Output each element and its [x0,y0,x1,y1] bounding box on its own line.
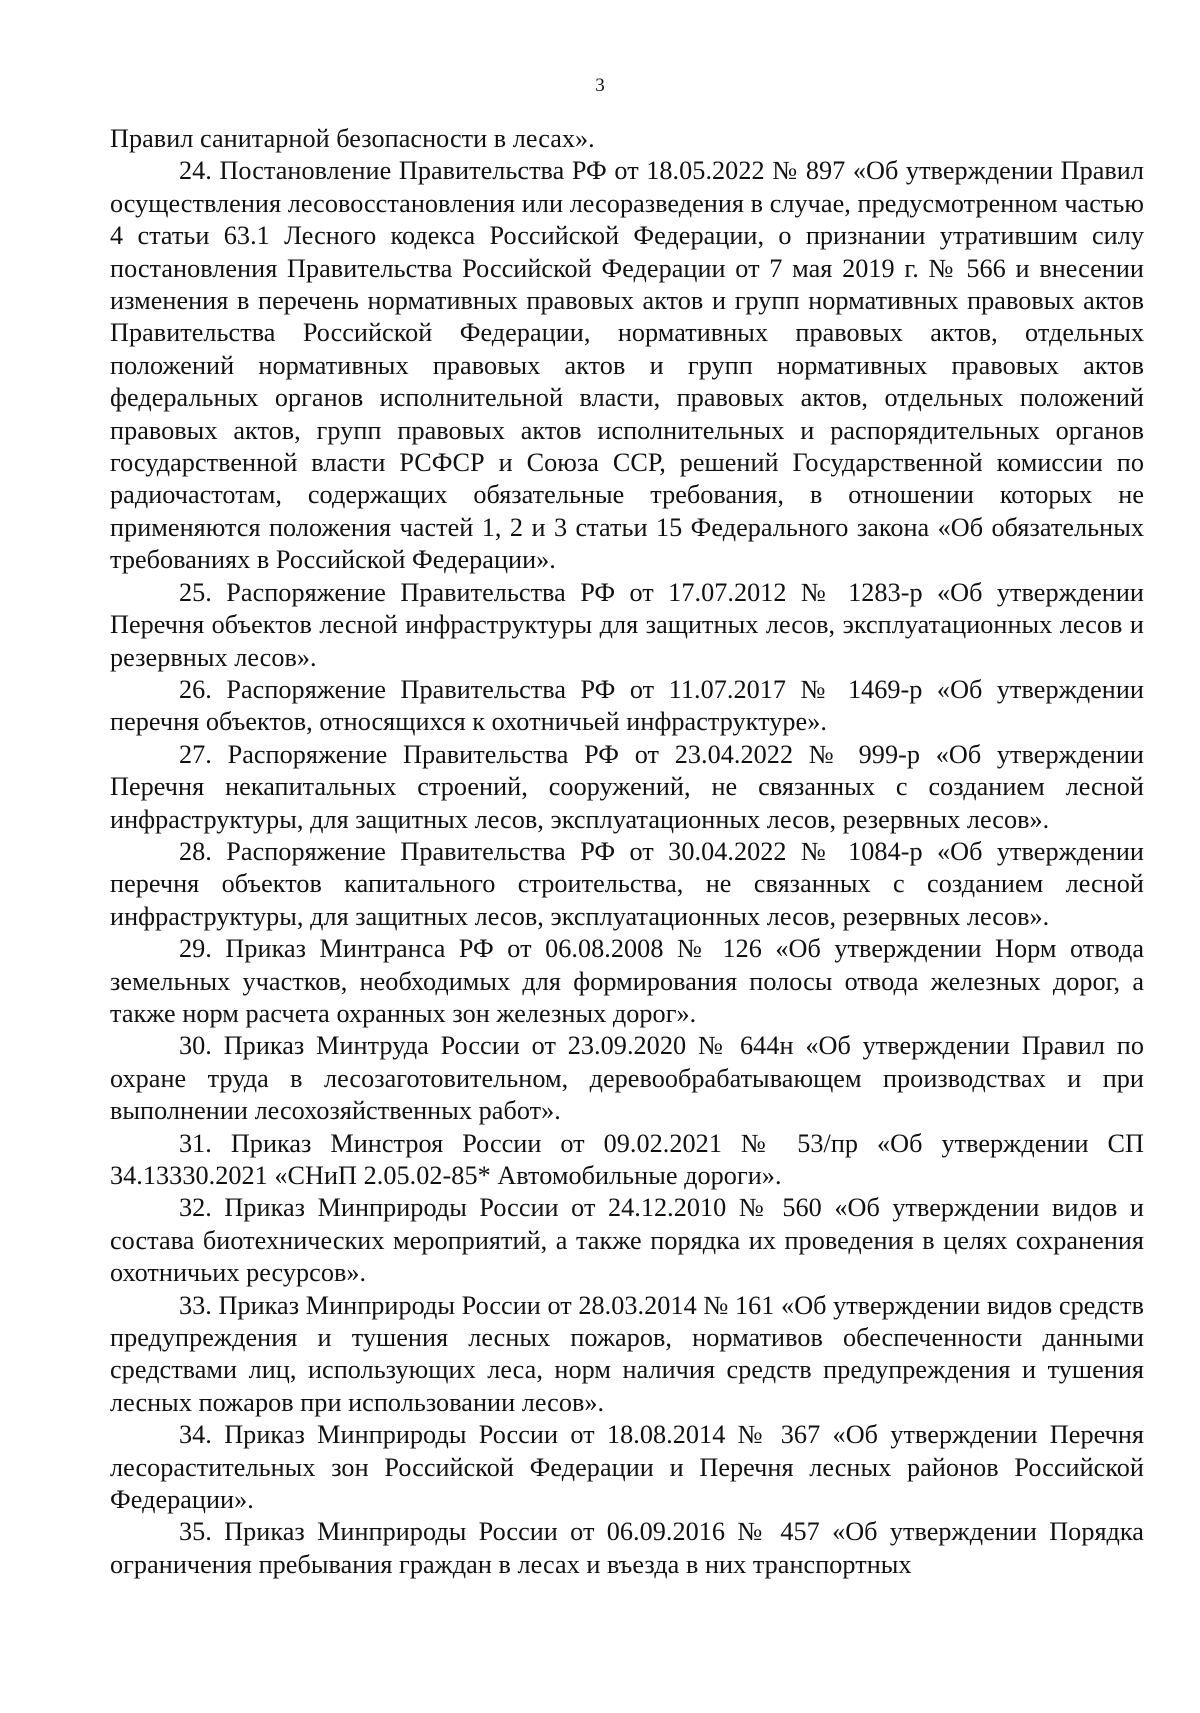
list-item-35: 35. Приказ Минприроды России от 06.09.2016 № 457 «Об утверждении Порядка ограничения пребывания граждан в лесах и въезда в них транспортных [110,1517,1144,1579]
list-item-26: 26. Распоряжение Правительства РФ от 11.07.2017 № 1469-р «Об утверждении перечня объектов, относящихся к охотничьей инфраструктуре». [110,674,1144,737]
list-item-29: 29. Приказ Минтранса РФ от 06.08.2008 № 126 «Об утверждении Норм отвода земельных участков, необходимых для формирования полосы отвода железных дорог, а также норм расчета охранных зон железных дорог». [110,934,1144,1028]
list-item-31: 31. Приказ Минстроя России от 09.02.2021 № 53/пр «Об утверждении СП 34.13330.2021 «СНиП 2.05.02-85* Автомобильные дороги». [110,1128,1144,1190]
list-item-32: 32. Приказ Минприроды России от 24.12.2010 № 560 «Об утверждении видов и состава биотехнических мероприятий, а также порядка их проведения в целях сохранения охотничьих ресурсов». [110,1193,1144,1288]
list-item-24: 24. Постановление Правительства РФ от 18.05.2022 № 897 «Об утверждении Правил осуществления лесовосстановления или лесоразведения в случае, предусмотренном частью 4 статьи 63.1 Лесного кодекса Российской Федерации, о признании утратившим силу постановления Правительства Российской Федерации от 7 мая 2019 г. № 566 и внесении изменения в перечень нормативных правовых актов и групп нормативных правовых актов Правительства Российской Федерации, нормативных правовых актов, отдельных положений нормативных правовых актов и групп нормативных правовых актов федеральных органов исполнительной власти, правовых актов, отдельных положений правовых актов, групп правовых актов исполнительных и распорядительных органов государственной власти РСФСР и Союза ССР, решений Государственной комиссии по радиочастотам, содержащих обязательные требования, в отношении которых не применяются положения частей 1, 2 и 3 статьи 15 Федерального закона «Об обязательных требованиях в Российской Федерации». [110,156,1144,575]
list-item-27: 27. Распоряжение Правительства РФ от 23.04.2022 № 999-р «Об утверждении Перечня некапитальных строений, сооружений, не связанных с созданием лесной инфраструктуры, для защитных лесов, эксплуатационных лесов, резервных лесов». [110,739,1144,834]
document-body [110,123,1144,1581]
page-number: 3 [595,75,605,96]
list-item-34: 34. Приказ Минприроды России от 18.08.2014 № 367 «Об утверждении Перечня лесорастительных зон Российской Федерации и Перечня лесных районов Российской Федерации». [110,1420,1144,1515]
list-item-33: 33. Приказ Минприроды России от 28.03.2014 № 161 «Об утверждении видов средств предупреждения и тушения лесных пожаров, нормативов обеспеченности данными средствами лиц, использующих леса, норм наличия средств предупреждения и тушения лесных пожаров при использовании лесов». [110,1290,1144,1417]
continued-paragraph: Правил санитарной безопасности в лесах». [110,124,595,153]
list-item-28: 28. Распоряжение Правительства РФ от 30.04.2022 № 1084-р «Об утверждении перечня объектов капитального строительства, не связанных с созданием лесной инфраструктуры, для защитных лесов, эксплуатационных лесов, резервных лесов». [110,836,1144,931]
list-item-30: 30. Приказ Минтруда России от 23.09.2020 № 644н «Об утверждении Правил по охране труда в лесозаготовительном, деревообрабатывающем производствах и при выполнении лесохозяйственных работ». [110,1031,1144,1126]
list-item-25: 25. Распоряжение Правительства РФ от 17.07.2012 № 1283-р «Об утверждении Перечня объектов лесной инфраструктуры для защитных лесов, эксплуатационных лесов и резервных лесов». [110,577,1144,672]
